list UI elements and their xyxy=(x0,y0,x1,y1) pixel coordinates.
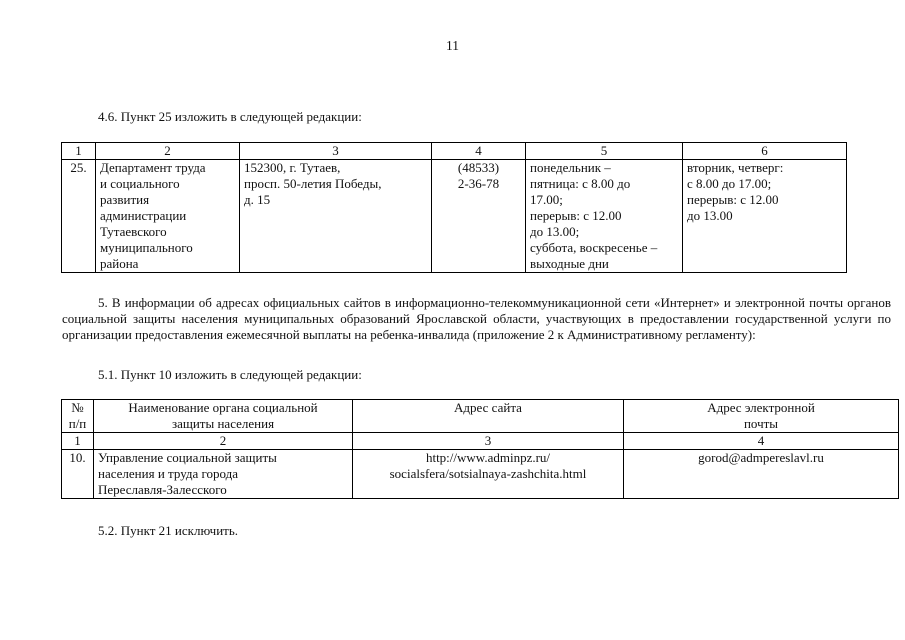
cell-line: с 8.00 до 17.00; xyxy=(687,176,772,191)
cell-line: Адрес электронной xyxy=(707,400,815,415)
table-header-row xyxy=(62,143,847,160)
cell-line: администрации xyxy=(100,208,187,223)
paragraph-5-1: 5.1. Пункт 10 изложить в следующей редакции: xyxy=(98,367,362,382)
table-number-row xyxy=(62,433,899,450)
header-num xyxy=(62,400,94,433)
page-number: 11 xyxy=(446,38,459,53)
cell-line: района xyxy=(100,256,139,271)
email-cell xyxy=(624,450,899,499)
col-number-2: 2 xyxy=(94,433,353,450)
col-header-1: 1 xyxy=(62,143,96,160)
cell-line: 17.00; xyxy=(530,192,563,207)
cell-line: перерыв: с 12.00 xyxy=(687,192,779,207)
cell-line: выходные дни xyxy=(530,256,609,271)
cell-line: Наименование органа социальной xyxy=(128,400,318,415)
cell-line: суббота, воскресенье – xyxy=(530,240,658,255)
col-header-2: 2 xyxy=(96,143,240,160)
cell-line: до 13.00; xyxy=(530,224,580,239)
cell-line: Переславля-Залесского xyxy=(98,482,227,497)
website-cell xyxy=(353,450,624,499)
cell-line: перерыв: с 12.00 xyxy=(530,208,622,223)
cell-line: socialsfera/sotsialnaya-zashchita.html xyxy=(389,466,587,481)
organization-cell xyxy=(96,160,240,273)
cell-line: развития xyxy=(100,192,150,207)
header-site xyxy=(353,400,624,433)
cell-line: до 13.00 xyxy=(687,208,733,223)
table-point-25 xyxy=(61,142,847,273)
cell-line: п/п xyxy=(68,416,87,431)
table-point-10 xyxy=(61,399,899,499)
cell-line: понедельник – xyxy=(530,160,611,175)
cell-line: Департамент труда xyxy=(100,160,206,175)
col-number-3: 3 xyxy=(353,433,624,450)
cell-line: № xyxy=(71,400,84,415)
row-number: 10. xyxy=(62,450,94,499)
hours-cell xyxy=(526,160,683,273)
col-number-1: 1 xyxy=(62,433,94,450)
table-header-row xyxy=(62,400,899,433)
cell-line: Тутаевского xyxy=(100,224,167,239)
reception-cell xyxy=(683,160,847,273)
cell-line: пятница: с 8.00 до xyxy=(530,176,631,191)
phone-cell xyxy=(432,160,526,273)
cell-line: Управление социальной защиты xyxy=(98,450,277,465)
paragraph-4-6: 4.6. Пункт 25 изложить в следующей редакции: xyxy=(98,109,362,124)
col-header-4: 4 xyxy=(432,143,526,160)
col-header-6: 6 xyxy=(683,143,847,160)
cell-line: 152300, г. Тутаев, xyxy=(244,160,341,175)
cell-line: (48533) xyxy=(457,160,500,175)
cell-line: вторник, четверг: xyxy=(687,160,784,175)
table-row xyxy=(62,450,899,499)
cell-line: населения и труда города xyxy=(98,466,239,481)
cell-line: муниципального xyxy=(100,240,193,255)
cell-line: защиты населения xyxy=(171,416,275,431)
col-header-5: 5 xyxy=(526,143,683,160)
cell-line: http://www.adminpz.ru/ xyxy=(425,450,551,465)
organization-cell xyxy=(94,450,353,499)
cell-line: д. 15 xyxy=(244,192,271,207)
cell-line: почты xyxy=(743,416,779,431)
cell-line: Адрес сайта xyxy=(454,400,522,415)
header-name xyxy=(94,400,353,433)
table-row xyxy=(62,160,847,273)
cell-line: и социального xyxy=(100,176,180,191)
address-cell xyxy=(240,160,432,273)
paragraph-5: 5. В информации об адресах официальных сайтов в информационно-телекоммуникационной сети «Интернет» и электронной почты органов социальной защиты населения муниципальных образований Ярославской области, участвующих в предоставлении государственной услуги по организации предоставления ежемесячной выплаты на ребенка-инвалида (приложение 2 к Административному регламенту): xyxy=(62,295,891,342)
col-number-4: 4 xyxy=(624,433,899,450)
header-email xyxy=(624,400,899,433)
cell-line: 2-36-78 xyxy=(457,176,500,191)
paragraph-5-2: 5.2. Пункт 21 исключить. xyxy=(98,523,239,538)
row-number: 25. xyxy=(62,160,96,273)
col-header-3: 3 xyxy=(240,143,432,160)
cell-line: gorod@admpereslavl.ru xyxy=(698,450,824,465)
cell-line: просп. 50-летия Победы, xyxy=(244,176,382,191)
